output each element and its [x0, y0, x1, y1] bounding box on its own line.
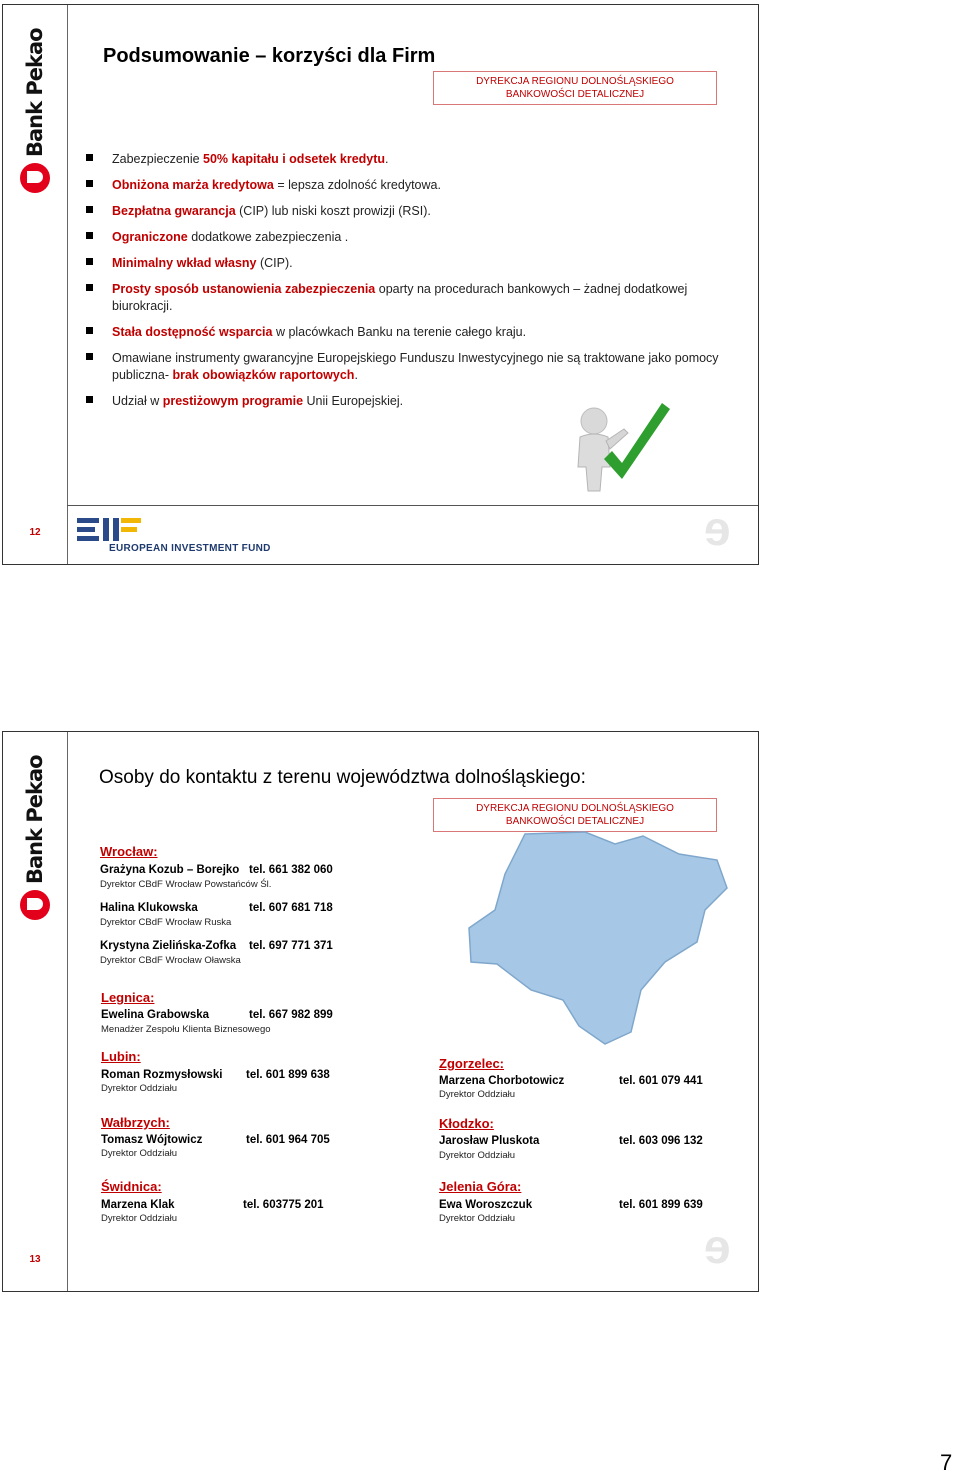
contact-role: Menadżer Zespołu Klienta Biznesowego [101, 1024, 271, 1035]
contact-phone: tel. 607 681 718 [249, 902, 333, 914]
slide-title: Podsumowanie – korzyści dla Firm [103, 45, 436, 67]
contact-name: Ewelina Grabowska [101, 1009, 210, 1021]
sidebar [3, 732, 68, 1291]
dolnoslaskie-map [465, 830, 731, 1048]
brand-name: Bank Pekao [23, 28, 47, 157]
contact-name: Grażyna Kozub – Borejko [100, 864, 240, 876]
list-item: Zabezpieczenie 50% kapitału i odsetek kredytu. [83, 151, 743, 168]
contact-name: Jarosław Pluskota [439, 1135, 540, 1147]
region-klodzko: Kłodzko: [439, 1116, 494, 1131]
list-item: Udział w prestiżowym programie Unii Europejskiej. [83, 393, 743, 410]
list-item: Bezpłatna gwarancja (CIP) lub niski koszt prowizji (RSI). [83, 203, 743, 220]
pekao-logo-icon [20, 890, 50, 920]
document-page-number: 7 [940, 1450, 953, 1475]
region-jelenia-gora: Jelenia Góra: [439, 1179, 522, 1194]
region-zgorzelec: Zgorzelec: [439, 1056, 505, 1071]
contact-name: Tomasz Wójtowicz [101, 1134, 203, 1146]
eif-logo [77, 512, 307, 558]
slide-13 [2, 731, 759, 1292]
department-line-2: BANKOWOŚCI DETALICZNEJ [505, 816, 645, 827]
contact-name: Roman Rozmysłowski [101, 1069, 223, 1081]
contact-phone: tel. 697 771 371 [249, 940, 333, 952]
list-item: Obniżona marża kredytowa = lepsza zdolność kredytowa. [83, 177, 743, 194]
pekao-logo-icon [20, 163, 50, 193]
bank-pekao-logo [15, 13, 55, 193]
contact-phone: tel. 601 899 638 [246, 1069, 330, 1081]
sidebar [3, 5, 68, 564]
contact-role: Dyrektor Oddziału [101, 1213, 178, 1224]
benefits-list [83, 151, 743, 419]
region-lubin: Lubin: [101, 1049, 141, 1064]
contact-phone: tel. 667 982 899 [249, 1009, 333, 1021]
list-item: Ograniczone dodatkowe zabezpieczenia . [83, 229, 743, 246]
contact-phone: tel. 601 899 639 [619, 1199, 703, 1211]
divider [67, 505, 758, 506]
bank-pekao-logo [15, 740, 55, 920]
eif-label: EUROPEAN INVESTMENT FUND [109, 543, 271, 554]
contact-phone: tel. 603775 201 [243, 1199, 324, 1211]
contact-role: Dyrektor CBdF Wrocław Powstańców Śl. [100, 879, 272, 890]
slide-12 [2, 4, 759, 565]
contact-phone: tel. 601 079 441 [619, 1075, 703, 1087]
list-item: Prosty sposób ustanowienia zabezpieczenia oparty na procedurach bankowych – żadnej dodatkowej biurokracji. [83, 281, 743, 315]
watermark-icon: ɘ [704, 1221, 731, 1274]
contact-phone: tel. 603 096 132 [619, 1135, 703, 1147]
department-box [433, 798, 717, 832]
contact-name: Marzena Chorbotowicz [439, 1075, 565, 1087]
contact-role: Dyrektor Oddziału [439, 1213, 516, 1224]
contact-phone: tel. 601 964 705 [246, 1134, 330, 1146]
contact-name: Halina Klukowska [100, 902, 198, 914]
contact-name: Marzena Klak [101, 1199, 175, 1211]
department-line-2: BANKOWOŚCI DETALICZNEJ [505, 89, 645, 100]
department-box [433, 71, 717, 105]
region-wroclaw: Wrocław: [100, 844, 158, 859]
region-swidnica: Świdnica: [101, 1179, 162, 1194]
department-line-1: DYREKCJA REGIONU DOLNOŚLĄSKIEGO [476, 76, 674, 87]
contact-role: Dyrektor Oddziału [101, 1083, 178, 1094]
page-number: 13 [29, 1254, 41, 1265]
list-item: Stała dostępność wsparcia w placówkach Banku na terenie całego kraju. [83, 324, 743, 341]
list-item: Minimalny wkład własny (CIP). [83, 255, 743, 272]
contact-name: Krystyna Zielińska-Zofka [100, 940, 237, 952]
contact-role: Dyrektor Oddziału [439, 1150, 516, 1161]
contact-role: Dyrektor CBdF Wrocław Ruska [100, 917, 232, 928]
brand-name: Bank Pekao [23, 755, 47, 884]
figure-with-checkmark-icon [566, 401, 676, 493]
contact-role: Dyrektor Oddziału [439, 1089, 516, 1100]
contact-phone: tel. 661 382 060 [249, 864, 333, 876]
slide-title: Osoby do kontaktu z terenu województwa dolnośląskiego: [99, 767, 586, 788]
contact-name: Ewa Woroszczuk [439, 1199, 533, 1211]
watermark-icon: ɘ [704, 503, 731, 556]
contact-role: Dyrektor CBdF Wrocław Oławska [100, 955, 241, 966]
department-line-1: DYREKCJA REGIONU DOLNOŚLĄSKIEGO [476, 803, 674, 814]
region-legnica: Legnica: [101, 990, 155, 1005]
list-item: Omawiane instrumenty gwarancyjne Europejskiego Funduszu Inwestycyjnego nie są traktowane jako pomocy publiczna- brak obowiązków raportowych. [83, 350, 743, 384]
contact-role: Dyrektor Oddziału [101, 1148, 178, 1159]
region-walbrzych: Wałbrzych: [101, 1115, 170, 1130]
page-number: 12 [29, 527, 41, 538]
